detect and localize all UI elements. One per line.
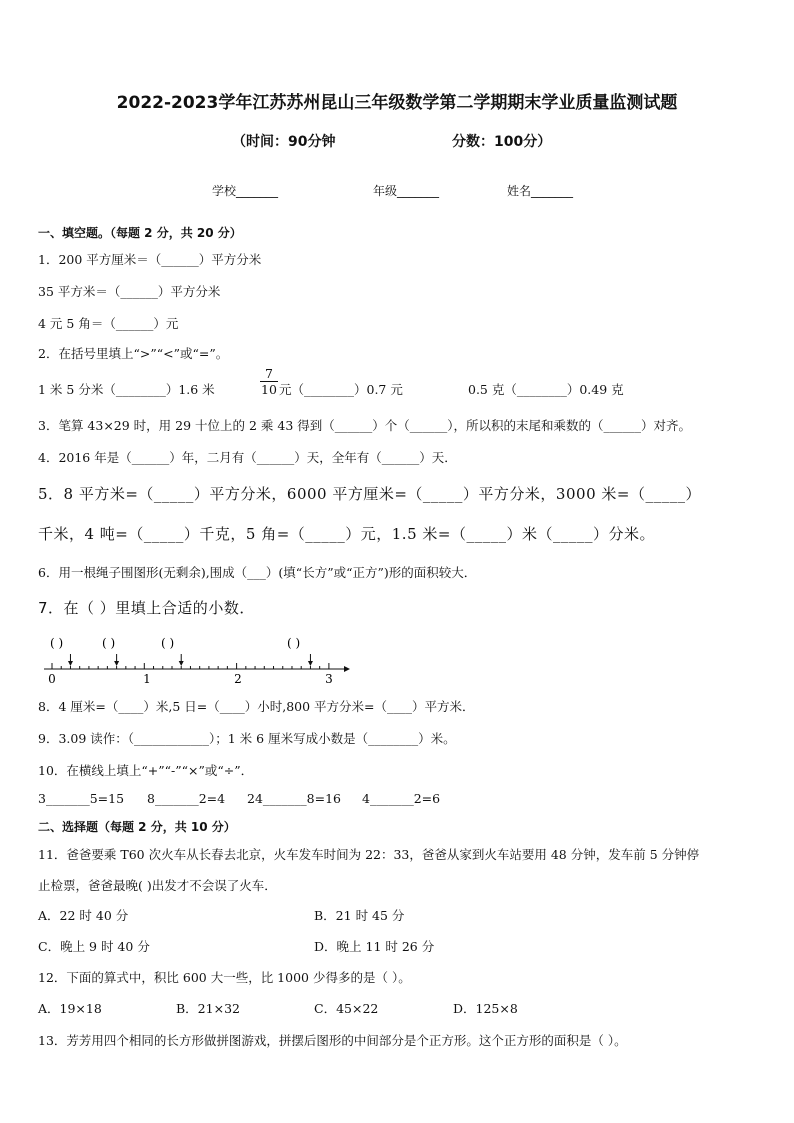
question-12: 12．下面的算式中，积比 600 大一些，比 1000 少得多的是（ ）。: [38, 970, 411, 985]
question-1c: 4 元 5 角＝（______）元: [38, 316, 179, 331]
number-line-bracket: ( ): [161, 636, 175, 650]
option-11d: D．晚上 11 时 26 分: [314, 939, 435, 954]
fraction-7-10: [260, 366, 278, 397]
section2-heading: 二、选择题（每题 2 分，共 10 分）: [38, 820, 236, 834]
question-2b: 元（________）0.7 元: [279, 382, 403, 397]
question-6: 6．用一根绳子围图形(无剩余),围成（___）(填“长方”或“正方”)形的面积较大．: [38, 565, 477, 580]
tick-label: 3: [325, 672, 333, 686]
question-4: 4．2016 年是（______）年，二月有（______）天，全年有（______）天．: [38, 450, 457, 465]
school-field: 学校_______: [212, 184, 279, 198]
question-7: 7．在（ ）里填上合适的小数．: [38, 599, 255, 617]
number-line-bracket: ( ): [102, 636, 116, 650]
question-5b: 千米，4 吨=（_____）千克，5 角=（_____）元，1.5 米=（_____）米（_____）分米。: [38, 525, 655, 543]
question-10c: 24_______8=16: [247, 791, 341, 806]
question-8: 8．4 厘米=（____）米,5 日=（____）小时,800 平方分米=（____）平方米．: [38, 699, 475, 714]
option-12a: A．19×18: [38, 1001, 102, 1016]
question-5a: 5．8 平方米=（_____）平方分米，6000 平方厘米=（_____）平方分米，3000 米=（_____）: [38, 485, 701, 503]
tick-label: 1: [143, 672, 151, 686]
option-11b: B．21 时 45 分: [314, 908, 405, 923]
pointer-arrow-head: [68, 661, 73, 666]
pointer-arrows: [68, 654, 313, 666]
question-2a: 1 米 5 分米（________）1.6 米: [38, 382, 215, 397]
option-12d: D．125×8: [453, 1001, 518, 1016]
name-field: 姓名_______: [507, 184, 574, 198]
number-line-bracket: ( ): [50, 636, 64, 650]
option-11c: C．晚上 9 时 40 分: [38, 939, 150, 954]
option-12b: B．21×32: [176, 1001, 240, 1016]
pointer-arrow-head: [308, 661, 313, 666]
question-11b: 止检票，爸爸最晚( )出发才不会误了火车．: [38, 878, 277, 893]
question-10d: 4_______2=6: [362, 791, 441, 806]
question-10: 10．在横线上填上“+”“-”“×”或“÷”．: [38, 763, 254, 778]
axis-arrow: [344, 666, 350, 672]
question-10a: 3_______5=15: [38, 791, 125, 806]
question-1b: 35 平方米＝（______）平方分米: [38, 284, 221, 299]
tick-marks: [52, 663, 329, 669]
number-line: [30, 630, 360, 686]
question-2c: 0.5 克（________）0.49 克: [468, 382, 624, 397]
tick-label: 0: [48, 672, 56, 686]
fraction-numerator: 7: [260, 366, 278, 382]
option-12c: C．45×22: [314, 1001, 379, 1016]
question-9: 9．3.09 读作：（____________）；1 米 6 厘米写成小数是（________）米。: [38, 731, 456, 746]
fraction-denominator: 10: [261, 382, 277, 397]
option-11a: A．22 时 40 分: [38, 908, 129, 923]
question-3: 3．笔算 43×29 时，用 29 十位上的 2 乘 43 得到（______）个（______），所以积的末尾和乘数的（______）对齐。: [38, 418, 692, 433]
question-11a: 11．爸爸要乘 T60 次火车从长春去北京，火车发车时间为 22：33，爸爸从家到火车站要用 48 分钟，发车前 5 分钟停: [38, 847, 700, 862]
exam-time: （时间：90分钟: [232, 134, 336, 150]
exam-score: 分数：100分）: [452, 134, 552, 150]
pointer-arrow-head: [179, 661, 184, 666]
grade-field: 年级_______: [373, 184, 440, 198]
question-13: 13．芳芳用四个相同的长方形做拼图游戏，拼摆后图形的中间部分是个正方形。这个正方形的面积是（ ）。: [38, 1033, 627, 1048]
question-2: 2．在括号里填上“>”“<”或“=”。: [38, 346, 229, 361]
number-line-bracket: ( ): [287, 636, 301, 650]
pointer-arrow-head: [114, 661, 119, 666]
question-10b: 8_______2=4: [147, 791, 226, 806]
tick-label: 2: [234, 672, 242, 686]
page-title: 2022-2023学年江苏苏州昆山三年级数学第二学期期末学业质量监测试题: [116, 93, 678, 113]
question-1a: 1．200 平方厘米＝（______）平方分米: [38, 252, 262, 267]
section1-heading: 一、填空题。（每题 2 分，共 20 分）: [38, 226, 242, 240]
